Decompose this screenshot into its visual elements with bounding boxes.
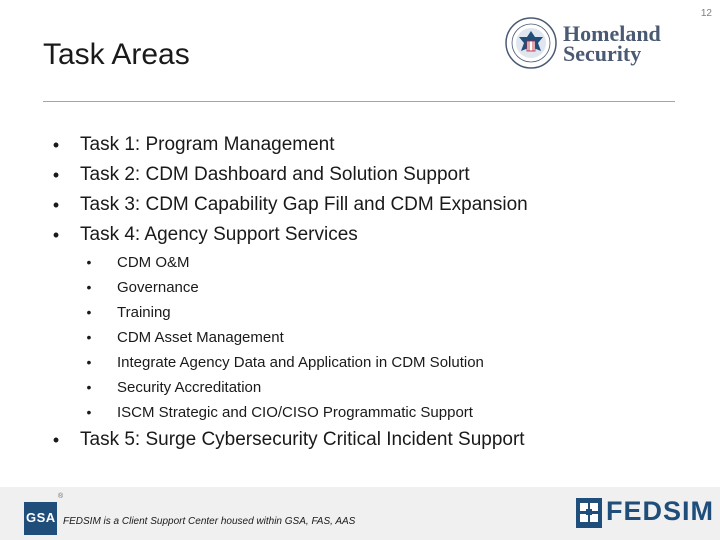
bullet-text: Task 4: Agency Support Services: [80, 224, 358, 245]
sub-bullet-text: CDM O&M: [117, 254, 190, 271]
gsa-logo: [24, 502, 57, 535]
sub-bullet-text: Training: [117, 304, 171, 321]
bullet-item: [43, 425, 683, 455]
sub-bullet-text: CDM Asset Management: [117, 329, 284, 346]
dhs-logo-line2: Security: [563, 41, 642, 66]
dhs-seal-icon: [505, 17, 557, 69]
footer-bar: [0, 487, 720, 540]
sub-bullet-item: [43, 400, 683, 425]
title-divider: [43, 101, 675, 102]
sub-bullet-text: ISCM Strategic and CIO/CISO Programmatic Support: [117, 404, 473, 421]
bullet-list: [43, 130, 683, 455]
bullet-text: Task 5: Surge Cybersecurity Critical Incident Support: [80, 429, 525, 450]
sub-bullet-marker: •: [86, 304, 92, 320]
dhs-logo: [505, 17, 675, 73]
page-number: 12: [700, 8, 712, 19]
bullet-item: [43, 220, 683, 250]
sub-bullet-marker: •: [86, 404, 92, 420]
bullet-item: [43, 130, 683, 160]
sub-bullet-item: [43, 300, 683, 325]
footer-text: FEDSIM is a Client Support Center housed within GSA, FAS, AAS: [63, 516, 356, 527]
sub-bullet-item: [43, 325, 683, 350]
gsa-trademark: ®: [58, 493, 64, 500]
dhs-logo-line1: Homeland: [563, 21, 661, 46]
sub-bullet-marker: •: [86, 279, 92, 295]
sub-bullet-marker: •: [86, 379, 92, 395]
bullet-marker: •: [52, 195, 60, 215]
fedsim-logo: [576, 496, 715, 531]
bullet-marker: •: [52, 135, 60, 155]
sub-bullet-item: [43, 350, 683, 375]
bullet-text: Task 1: Program Management: [80, 134, 335, 155]
bullet-marker: •: [52, 225, 60, 245]
sub-bullet-item: [43, 250, 683, 275]
bullet-text: Task 2: CDM Dashboard and Solution Support: [80, 164, 470, 185]
bullet-marker: •: [52, 165, 60, 185]
sub-bullet-item: [43, 275, 683, 300]
page-title: Task Areas: [43, 38, 190, 71]
bullet-item: [43, 160, 683, 190]
sub-bullet-text: Integrate Agency Data and Application in CDM Solution: [117, 354, 484, 371]
sub-bullet-text: Security Accreditation: [117, 379, 262, 396]
bullet-text: Task 3: CDM Capability Gap Fill and CDM Expansion: [80, 194, 528, 215]
sub-bullet-marker: •: [86, 329, 92, 345]
sub-bullet-item: [43, 375, 683, 400]
bullet-marker: •: [52, 430, 60, 450]
fedsim-mark-icon: [576, 498, 602, 528]
gsa-logo-text: GSA: [26, 510, 56, 525]
bullet-item: [43, 190, 683, 220]
sub-bullet-marker: •: [86, 354, 92, 370]
fedsim-logo-text: FEDSIM: [606, 496, 715, 526]
sub-bullet-text: Governance: [117, 279, 199, 296]
sub-bullet-marker: •: [86, 254, 92, 270]
